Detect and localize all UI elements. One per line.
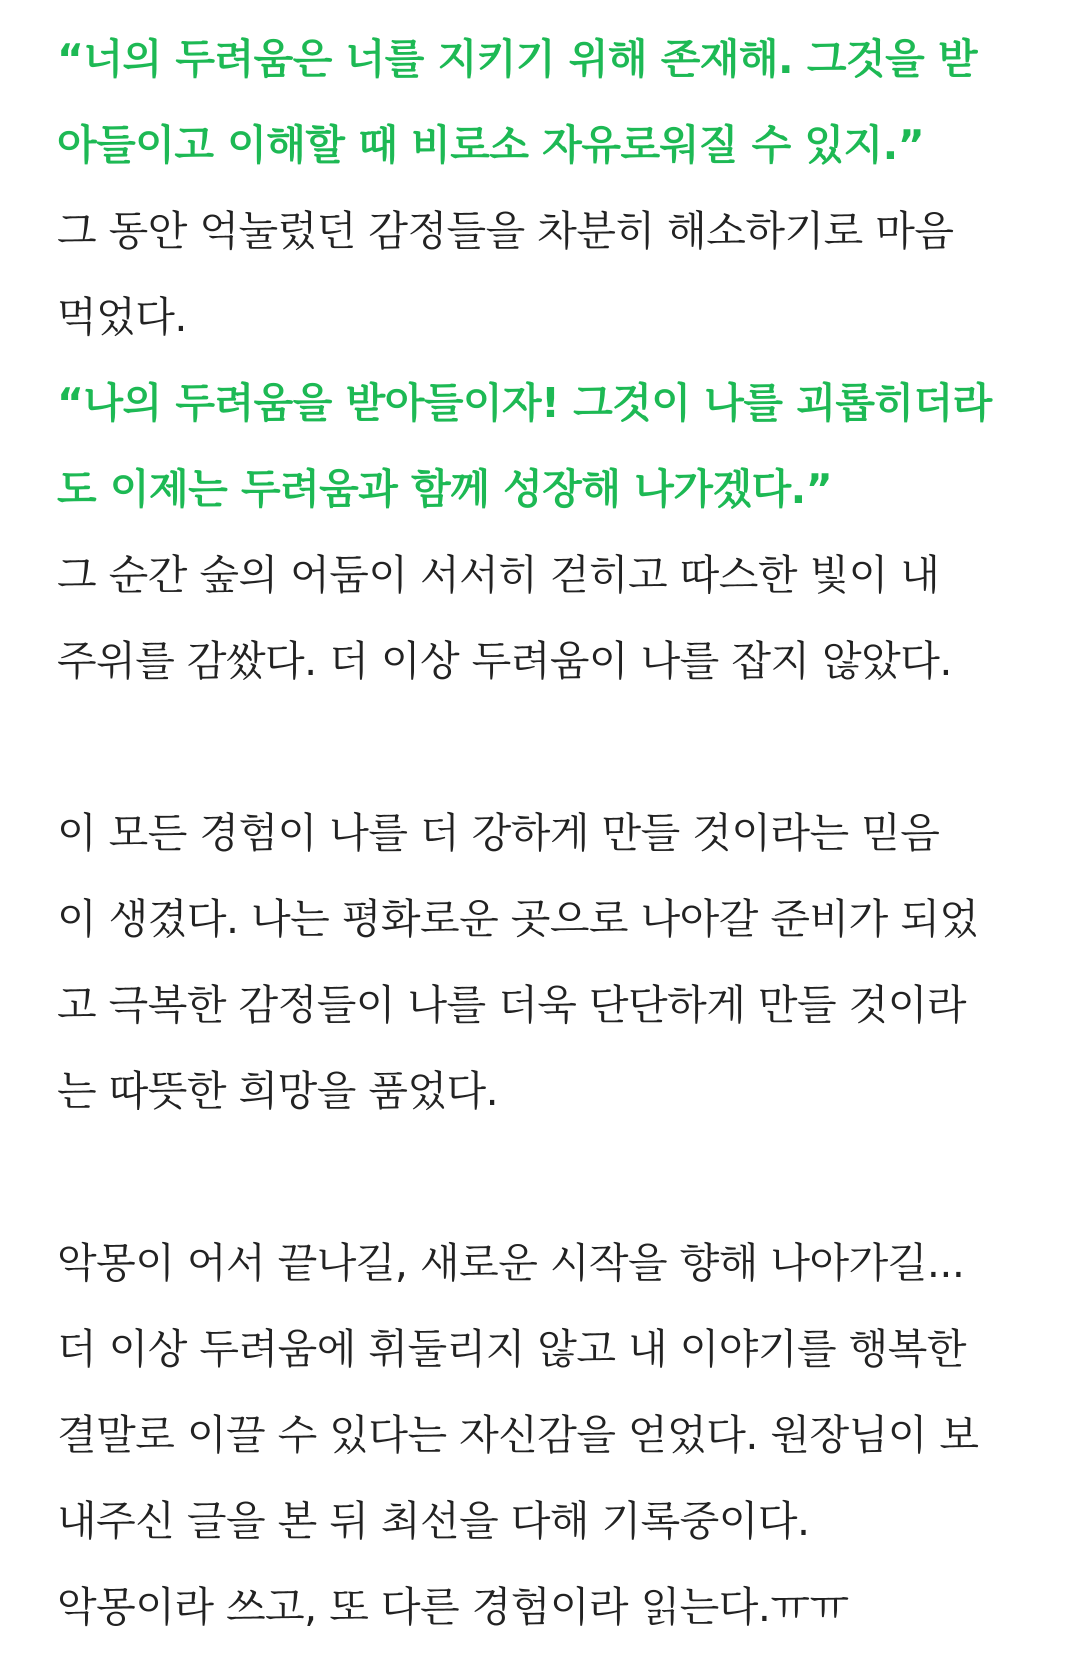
paragraph-4 xyxy=(57,532,1057,704)
paragraph-2 xyxy=(57,188,1057,360)
quote-paragraph-1 xyxy=(57,16,1057,188)
text-line: 내주신 글을 본 뒤 최선을 다해 기록중이다. xyxy=(57,1497,810,1545)
text-line: 악몽이라 쓰고, 또 다른 경험이라 읽는다.ㅠㅠ xyxy=(57,1583,849,1631)
quote-line: “나의 두려움을 받아들이자! 그것이 나를 괴롭히더라 xyxy=(57,379,992,427)
text-line: 악몽이 어서 끝나길, 새로운 시작을 향해 나아가길... xyxy=(57,1239,965,1287)
text-line: 그 동안 억눌렀던 감정들을 차분히 해소하기로 마음 xyxy=(57,207,954,255)
paragraph-6 xyxy=(57,1220,1057,1650)
text-line: 이 모든 경험이 나를 더 강하게 만들 것이라는 믿음 xyxy=(57,809,940,857)
text-line: 고 극복한 감정들이 나를 더욱 단단하게 만들 것이라 xyxy=(57,981,966,1029)
quote-paragraph-3 xyxy=(57,360,1057,532)
text-line: 주위를 감쌌다. 더 이상 두려움이 나를 잡지 않았다. xyxy=(57,637,952,685)
article-body xyxy=(57,16,1057,1650)
paragraph-gap xyxy=(57,704,1057,790)
quote-line: “너의 두려움은 너를 지키기 위해 존재해. 그것을 받 xyxy=(57,35,978,83)
text-line: 먹었다. xyxy=(57,293,187,341)
text-line: 이 생겼다. 나는 평화로운 곳으로 나아갈 준비가 되었 xyxy=(57,895,979,943)
text-line: 결말로 이끌 수 있다는 자신감을 얻었다. 원장님이 보 xyxy=(57,1411,979,1459)
text-line: 는 따뜻한 희망을 품었다. xyxy=(57,1067,499,1115)
paragraph-5 xyxy=(57,790,1057,1134)
quote-line: 아들이고 이해할 때 비로소 자유로워질 수 있지.” xyxy=(57,121,925,169)
paragraph-gap xyxy=(57,1134,1057,1220)
text-line: 그 순간 숲의 어둠이 서서히 걷히고 따스한 빛이 내 xyxy=(57,551,940,599)
quote-line: 도 이제는 두려움과 함께 성장해 나가겠다.” xyxy=(57,465,833,513)
text-line: 더 이상 두려움에 휘둘리지 않고 내 이야기를 행복한 xyxy=(57,1325,966,1373)
